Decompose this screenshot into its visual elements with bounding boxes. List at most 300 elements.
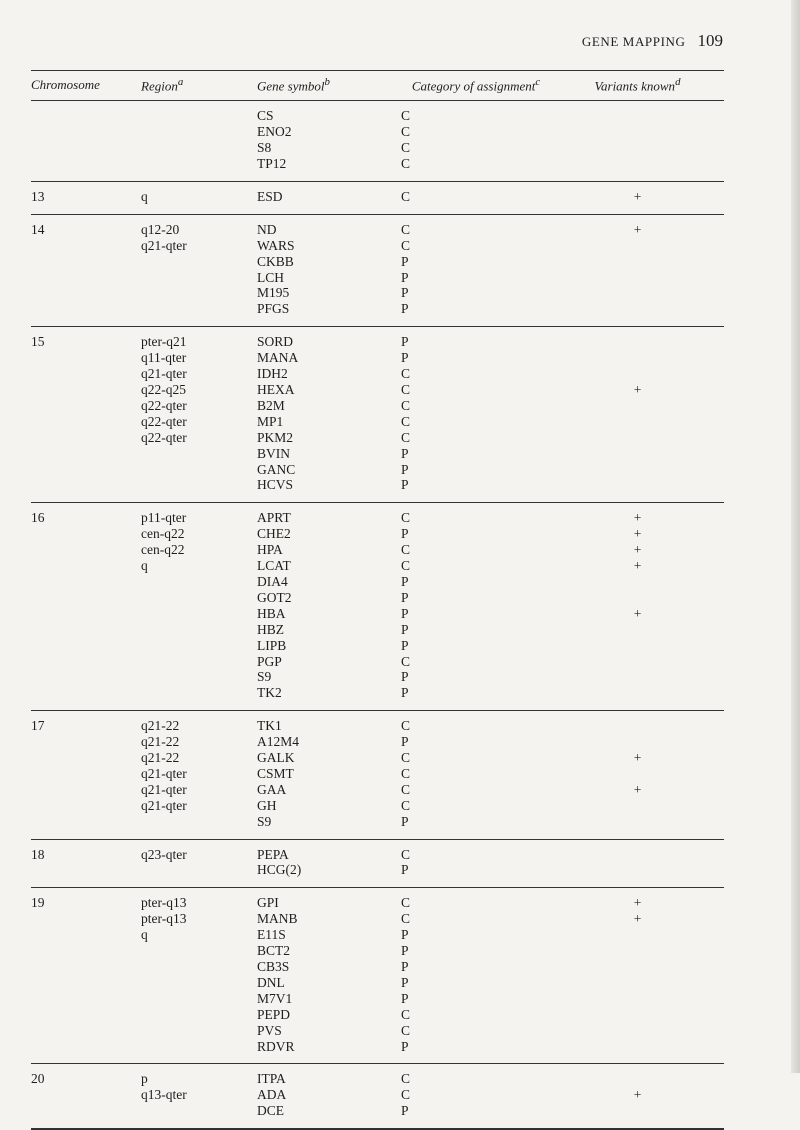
- category-cell: C: [401, 1071, 411, 1087]
- gene-symbol-cell: PFGS: [257, 301, 290, 317]
- table-header: [31, 71, 724, 101]
- category-cell: P: [401, 573, 409, 589]
- chromosome-group: [31, 181, 724, 214]
- page-edge-shadow: [791, 0, 800, 1073]
- variants-cell: [551, 238, 724, 254]
- region-cell: [141, 638, 257, 654]
- category-cell: P: [401, 253, 409, 269]
- category-cell: C: [401, 718, 411, 734]
- table-row: [31, 750, 724, 766]
- gene-symbol-cell: TP12: [257, 156, 287, 172]
- chromosome-group: [31, 503, 724, 711]
- variants-cell: [551, 654, 724, 670]
- gene-symbol-cell: RDVR: [257, 1038, 295, 1054]
- gene-symbol-cell: M7V1: [257, 990, 293, 1006]
- table-row: [31, 382, 724, 398]
- chromosome-cell: [31, 1103, 141, 1129]
- table-row: [31, 685, 724, 710]
- table-row: [31, 862, 724, 887]
- table-row: [31, 888, 724, 911]
- chromosome-cell: 18: [31, 846, 45, 862]
- region-cell: [141, 590, 257, 606]
- variants-cell: +: [633, 781, 642, 797]
- variants-cell: [551, 766, 724, 782]
- category-cell: P: [401, 526, 409, 542]
- variants-cell: +: [633, 542, 642, 558]
- region-cell: [141, 606, 257, 622]
- variants-cell: [551, 350, 724, 366]
- variants-cell: [551, 1007, 724, 1023]
- category-cell: P: [401, 669, 409, 685]
- variants-cell: [551, 477, 724, 502]
- variants-cell: [551, 669, 724, 685]
- variants-cell: +: [633, 221, 642, 237]
- chromosome-cell: [31, 927, 141, 943]
- chromosome-cell: [31, 606, 141, 622]
- region-cell: [141, 622, 257, 638]
- region-cell: q21-22: [141, 750, 180, 766]
- variants-cell: [551, 327, 724, 350]
- variants-cell: [551, 638, 724, 654]
- gene-symbol-cell: E11S: [257, 927, 286, 943]
- gene-symbol-cell: GAA: [257, 781, 287, 797]
- region-cell: q21-qter: [141, 797, 187, 813]
- category-cell: P: [401, 605, 409, 621]
- gene-symbol-cell: GH: [257, 797, 277, 813]
- chromosome-cell: [31, 526, 141, 542]
- region-cell: pter-q21: [141, 334, 187, 350]
- category-cell: P: [401, 734, 409, 750]
- gene-symbol-cell: LIPB: [257, 637, 287, 653]
- gene-symbol-cell: DCE: [257, 1103, 284, 1119]
- gene-symbol-cell: CKBB: [257, 253, 294, 269]
- category-cell: C: [401, 382, 411, 398]
- table-row: [31, 462, 724, 478]
- chromosome-cell: [31, 862, 141, 887]
- chromosome-cell: [31, 685, 141, 710]
- chromosome-cell: [31, 1023, 141, 1039]
- variants-cell: [551, 814, 724, 839]
- running-head: [582, 31, 723, 51]
- gene-symbol-cell: CS: [257, 108, 274, 124]
- region-cell: q: [141, 188, 148, 204]
- table-row: [31, 366, 724, 382]
- chromosome-cell: [31, 590, 141, 606]
- region-cell: [141, 574, 257, 590]
- chromosome-cell: [31, 1007, 141, 1023]
- gene-symbol-cell: MANB: [257, 911, 298, 927]
- region-cell: [141, 959, 257, 975]
- gene-symbol-cell: TK2: [257, 685, 282, 701]
- category-cell: P: [401, 943, 409, 959]
- chromosome-cell: [31, 285, 141, 301]
- table-row: [31, 1103, 724, 1129]
- region-cell: [141, 669, 257, 685]
- gene-symbol-cell: HBA: [257, 605, 286, 621]
- gene-symbol-cell: HBZ: [257, 621, 284, 637]
- variants-cell: +: [633, 1087, 642, 1103]
- gene-symbol-cell: ITPA: [257, 1071, 286, 1087]
- variants-cell: [551, 270, 724, 286]
- variants-cell: [551, 140, 724, 156]
- region-cell: [141, 124, 257, 140]
- table-row: [31, 606, 724, 622]
- gene-mapping-table: [31, 70, 724, 1130]
- gene-symbol-cell: MANA: [257, 350, 299, 366]
- chromosome-cell: [31, 430, 141, 446]
- category-cell: C: [401, 1022, 411, 1038]
- category-cell: P: [401, 959, 409, 975]
- region-cell: cen-q22: [141, 542, 185, 558]
- region-cell: q: [141, 927, 148, 943]
- table-row: [31, 975, 724, 991]
- gene-symbol-cell: ND: [257, 221, 277, 237]
- category-cell: C: [401, 895, 411, 911]
- region-cell: q13-qter: [141, 1087, 187, 1103]
- page-number: 109: [697, 31, 723, 50]
- chromosome-cell: 14: [31, 221, 45, 237]
- category-cell: P: [401, 813, 409, 829]
- region-cell: [141, 862, 257, 887]
- gene-symbol-cell: ADA: [257, 1087, 287, 1103]
- region-cell: [141, 654, 257, 670]
- chromosome-cell: [31, 991, 141, 1007]
- table-row: [31, 327, 724, 350]
- variants-cell: [551, 414, 724, 430]
- variants-cell: [551, 711, 724, 734]
- region-cell: pter-q13: [141, 911, 187, 927]
- region-cell: [141, 975, 257, 991]
- gene-symbol-cell: B2M: [257, 397, 285, 413]
- region-cell: cen-q22: [141, 526, 185, 542]
- table-row: [31, 398, 724, 414]
- region-cell: [141, 814, 257, 839]
- chromosome-cell: [31, 622, 141, 638]
- gene-symbol-cell: MP1: [257, 413, 284, 429]
- chromosome-cell: [31, 350, 141, 366]
- gene-symbol-cell: S8: [257, 140, 272, 156]
- category-cell: C: [401, 429, 411, 445]
- chromosome-cell: [31, 750, 141, 766]
- gene-symbol-cell: GOT2: [257, 589, 292, 605]
- table-row: [31, 503, 724, 526]
- gene-symbol-cell: SORD: [257, 334, 294, 350]
- chromosome-cell: [31, 669, 141, 685]
- chromosome-cell: [31, 574, 141, 590]
- table-row: [31, 181, 724, 214]
- region-cell: [141, 991, 257, 1007]
- category-cell: C: [401, 108, 411, 124]
- variants-cell: [551, 839, 724, 862]
- region-cell: [141, 446, 257, 462]
- table-row: [31, 214, 724, 237]
- variants-cell: [551, 462, 724, 478]
- table-row: [31, 1064, 724, 1087]
- category-cell: C: [401, 653, 411, 669]
- table-row: [31, 414, 724, 430]
- table-row: [31, 638, 724, 654]
- chromosome-cell: [31, 638, 141, 654]
- region-cell: p11-qter: [141, 510, 187, 526]
- region-cell: q11-qter: [141, 350, 187, 366]
- col-header-region: Region$^a$: [141, 71, 257, 101]
- category-cell: C: [401, 397, 411, 413]
- table-row: [31, 477, 724, 502]
- variants-cell: [551, 398, 724, 414]
- category-cell: C: [401, 846, 411, 862]
- category-cell: P: [401, 990, 409, 1006]
- region-cell: pter-q13: [141, 895, 187, 911]
- table-row: [31, 1007, 724, 1023]
- chromosome-cell: [31, 398, 141, 414]
- variants-cell: [551, 430, 724, 446]
- gene-symbol-cell: BVIN: [257, 445, 290, 461]
- chromosome-cell: [31, 814, 141, 839]
- category-cell: P: [401, 350, 409, 366]
- chromosome-cell: [31, 911, 141, 927]
- gene-symbol-cell: CB3S: [257, 959, 290, 975]
- gene-symbol-cell: CSMT: [257, 765, 294, 781]
- region-cell: [141, 477, 257, 502]
- region-cell: [141, 1007, 257, 1023]
- region-cell: [141, 1023, 257, 1039]
- category-cell: P: [401, 1103, 409, 1119]
- chromosome-cell: 20: [31, 1071, 45, 1087]
- table-row: [31, 766, 724, 782]
- table-row: [31, 654, 724, 670]
- gene-symbol-cell: HPA: [257, 542, 283, 558]
- gene-symbol-cell: S9: [257, 669, 272, 685]
- chromosome-cell: [31, 542, 141, 558]
- chromosome-cell: 15: [31, 334, 45, 350]
- gene-symbol-cell: A12M4: [257, 734, 300, 750]
- variants-cell: +: [633, 526, 642, 542]
- category-cell: P: [401, 477, 409, 493]
- region-cell: q21-qter: [141, 765, 187, 781]
- col-header-category: Category of assignment$^c$: [401, 71, 551, 101]
- chromosome-cell: [31, 654, 141, 670]
- chromosome-cell: 13: [31, 188, 45, 204]
- table-row: [31, 927, 724, 943]
- variants-cell: [551, 254, 724, 270]
- gene-symbol-cell: GALK: [257, 750, 295, 766]
- chromosome-cell: [31, 254, 141, 270]
- category-cell: C: [401, 911, 411, 927]
- table-row: [31, 270, 724, 286]
- variants-cell: [551, 862, 724, 887]
- gene-symbol-cell: HEXA: [257, 382, 295, 398]
- table-row: [31, 430, 724, 446]
- chromosome-cell: [31, 238, 141, 254]
- gene-symbol-cell: PGP: [257, 653, 282, 669]
- table-row: [31, 285, 724, 301]
- variants-cell: +: [633, 510, 642, 526]
- chromosome-cell: [31, 156, 141, 181]
- category-cell: C: [401, 1087, 411, 1103]
- region-cell: p: [141, 1071, 148, 1087]
- region-cell: q22-qter: [141, 413, 187, 429]
- chromosome-cell: [31, 1039, 141, 1064]
- category-cell: C: [401, 797, 411, 813]
- table-row: [31, 943, 724, 959]
- chromosome-cell: [31, 446, 141, 462]
- region-cell: q23-qter: [141, 846, 187, 862]
- gene-symbol-cell: LCH: [257, 269, 284, 285]
- variants-cell: +: [633, 895, 642, 911]
- variants-cell: +: [633, 605, 642, 621]
- gene-symbol-cell: DNL: [257, 974, 285, 990]
- chromosome-group: [31, 711, 724, 839]
- variants-cell: [551, 366, 724, 382]
- chromosome-group: [31, 839, 724, 888]
- table-row: [31, 140, 724, 156]
- region-cell: q22-qter: [141, 429, 187, 445]
- chromosome-group: [31, 101, 724, 182]
- gene-symbol-cell: WARS: [257, 237, 295, 253]
- gene-symbol-cell: BCT2: [257, 943, 291, 959]
- variants-cell: [551, 943, 724, 959]
- table-row: [31, 254, 724, 270]
- gene-symbol-cell: HCG(2): [257, 862, 302, 878]
- chromosome-cell: [31, 270, 141, 286]
- running-head-title: GENE MAPPING: [581, 34, 686, 49]
- gene-symbol-cell: PVS: [257, 1022, 282, 1038]
- category-cell: P: [401, 589, 409, 605]
- chromosome-cell: [31, 382, 141, 398]
- gene-symbol-cell: HCVS: [257, 477, 294, 493]
- category-cell: P: [401, 637, 409, 653]
- table-row: [31, 734, 724, 750]
- table-row: [31, 991, 724, 1007]
- table-row: [31, 1023, 724, 1039]
- category-cell: C: [401, 765, 411, 781]
- variants-cell: +: [633, 911, 642, 927]
- variants-cell: [551, 959, 724, 975]
- gene-symbol-cell: PEPA: [257, 846, 289, 862]
- gene-symbol-cell: PEPD: [257, 1006, 291, 1022]
- table-row: [31, 814, 724, 839]
- variants-cell: [551, 101, 724, 124]
- variants-cell: [551, 798, 724, 814]
- region-cell: [141, 156, 257, 181]
- region-cell: q22-q25: [141, 382, 186, 398]
- variants-cell: [551, 1103, 724, 1129]
- table-row: [31, 959, 724, 975]
- variants-cell: [551, 685, 724, 710]
- category-cell: P: [401, 269, 409, 285]
- region-cell: q21-qter: [141, 237, 187, 253]
- category-cell: P: [401, 301, 409, 317]
- gene-symbol-cell: M195: [257, 285, 290, 301]
- category-cell: C: [401, 781, 411, 797]
- category-cell: P: [401, 461, 409, 477]
- category-cell: P: [401, 974, 409, 990]
- chromosome-cell: [31, 959, 141, 975]
- chromosome-cell: [31, 366, 141, 382]
- region-cell: q: [141, 558, 148, 574]
- table-row: [31, 711, 724, 734]
- chromosome-cell: [31, 101, 141, 124]
- region-cell: [141, 254, 257, 270]
- variants-cell: +: [633, 558, 642, 574]
- chromosome-cell: [31, 766, 141, 782]
- category-cell: C: [401, 413, 411, 429]
- category-cell: C: [401, 188, 411, 204]
- variants-cell: +: [633, 750, 642, 766]
- category-cell: P: [401, 445, 409, 461]
- col-header-gene-symbol: Gene symbol$^b$: [257, 71, 401, 101]
- variants-cell: [551, 927, 724, 943]
- region-cell: q21-qter: [141, 781, 187, 797]
- table-row: [31, 798, 724, 814]
- variants-cell: [551, 124, 724, 140]
- table-row: [31, 350, 724, 366]
- variants-cell: +: [633, 382, 642, 398]
- variants-cell: [551, 574, 724, 590]
- region-cell: [141, 285, 257, 301]
- variants-cell: [551, 1064, 724, 1087]
- category-cell: C: [401, 558, 411, 574]
- chromosome-cell: [31, 414, 141, 430]
- chromosome-cell: [31, 124, 141, 140]
- gene-symbol-cell: PKM2: [257, 429, 294, 445]
- region-cell: [141, 685, 257, 710]
- chromosome-cell: [31, 301, 141, 326]
- region-cell: q12-20: [141, 221, 180, 237]
- variants-cell: [551, 590, 724, 606]
- col-header-variants: Variants known$^d$: [551, 71, 724, 101]
- chromosome-cell: [31, 734, 141, 750]
- gene-symbol-cell: APRT: [257, 510, 291, 526]
- chromosome-cell: [31, 798, 141, 814]
- table-row: [31, 1039, 724, 1064]
- region-cell: [141, 140, 257, 156]
- gene-symbol-cell: CHE2: [257, 526, 291, 542]
- category-cell: C: [401, 366, 411, 382]
- category-cell: C: [401, 221, 411, 237]
- chromosome-group: [31, 888, 724, 1064]
- category-cell: C: [401, 1006, 411, 1022]
- region-cell: q21-22: [141, 718, 180, 734]
- category-cell: C: [401, 156, 411, 172]
- gene-symbol-cell: ENO2: [257, 124, 292, 140]
- table-row: [31, 622, 724, 638]
- gene-symbol-cell: DIA4: [257, 573, 288, 589]
- table-row: [31, 558, 724, 574]
- chromosome-cell: [31, 1087, 141, 1103]
- category-cell: C: [401, 510, 411, 526]
- category-cell: C: [401, 124, 411, 140]
- variants-cell: [551, 1039, 724, 1064]
- category-cell: P: [401, 621, 409, 637]
- category-cell: C: [401, 237, 411, 253]
- chromosome-cell: [31, 943, 141, 959]
- variants-cell: [551, 156, 724, 181]
- gene-symbol-cell: ESD: [257, 188, 283, 204]
- table-row: [31, 839, 724, 862]
- region-cell: [141, 1039, 257, 1064]
- table-row: [31, 1087, 724, 1103]
- variants-cell: [551, 622, 724, 638]
- region-cell: [141, 101, 257, 124]
- chromosome-cell: [31, 782, 141, 798]
- table-row: [31, 156, 724, 181]
- table-row: [31, 238, 724, 254]
- variants-cell: [551, 734, 724, 750]
- chromosome-cell: [31, 558, 141, 574]
- gene-symbol-cell: S9: [257, 813, 272, 829]
- category-cell: P: [401, 334, 409, 350]
